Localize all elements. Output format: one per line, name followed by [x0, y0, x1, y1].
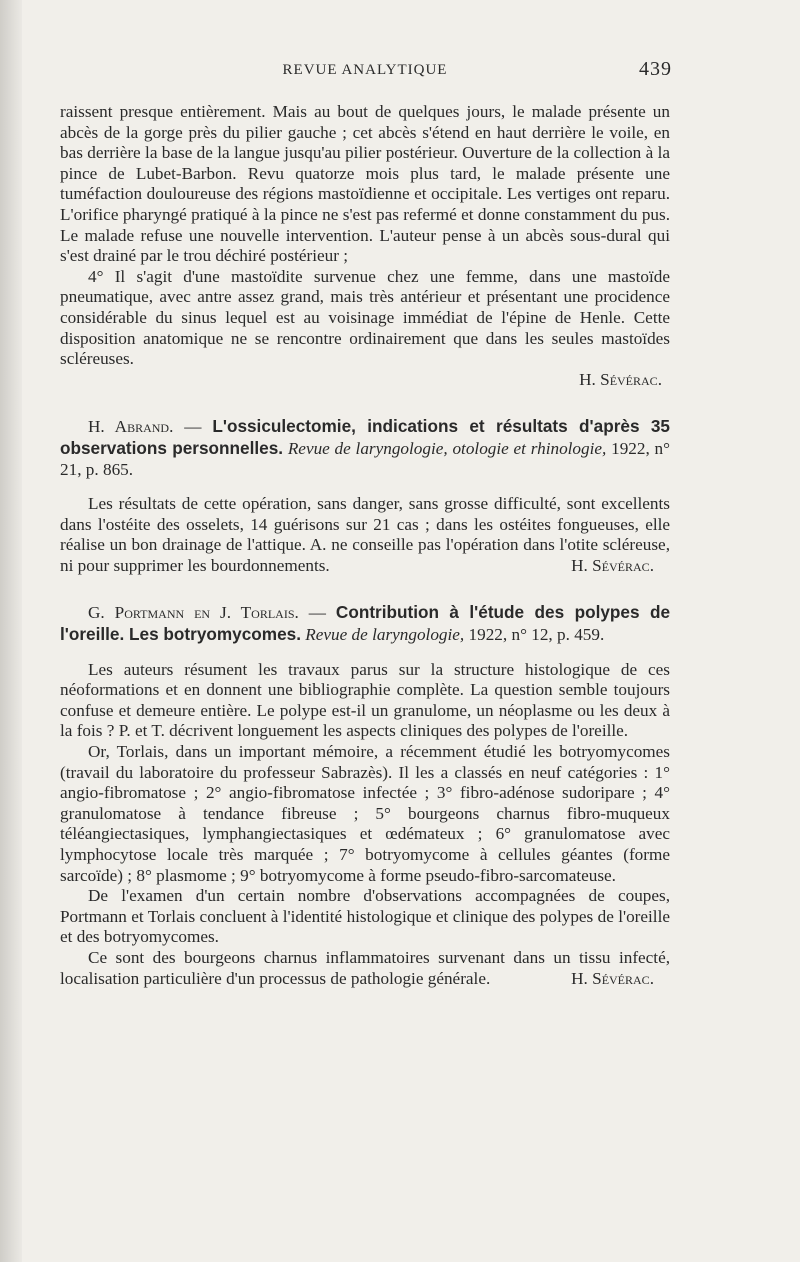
article-body: [60, 494, 670, 576]
article-heading: [60, 602, 670, 645]
previous-review-continuation: [60, 102, 670, 390]
article-title: Contribution à l'étude des polypes de l'oreille. Les botryomycomes.: [60, 602, 671, 645]
continuation-paragraph: raissent presque entièrement. Mais au bout de quelques jours, le malade présente un abcès de la gorge près du pilier gauche ; cet abcès s'étend en haut derrière le voile, en bas derrière la base de la langue jusqu'au pilier postérieur. Ouverture de la collection à la pince de Lubet-Barbon. Revu quatorze mois plus tard, le malade présente une tuméfaction douloureuse des régions mastoïdienne et occipitale. Les vertiges ont reparu. L'orifice pharyngé pratiqué à la pince ne s'est pas refermé et donne constamment du pus. Le malade refuse une nouvelle intervention. L'auteur pense à un abcès sous-dural qui s'est drainé par le trou déchiré postérieur ;: [60, 102, 670, 266]
article-title: L'ossiculectomie, indications et résultats d'après 35 observations personnelles.: [60, 416, 670, 458]
journal-reference: 1922, n° 12, p. 459.: [464, 625, 605, 645]
signature: H. Sévérac.: [571, 555, 654, 575]
signature: H. Sévérac.: [571, 968, 654, 988]
journal-reference: 1922, n° 21, p. 865.: [60, 438, 671, 479]
page-number: 439: [639, 58, 672, 80]
journal-name: Revue de laryngologie,: [305, 625, 465, 645]
review-paragraph: Les résultats de cette opération, sans danger, sans grosse difficulté, sont excellents dans l'ostéite des osselets, 14 guérisons sur 21 cas ; dans les ostéites fongueuses, elle réalise un bon drainage de l'attique. A. ne conseille pas l'opération dans l'otite scléreuse, ni pour supprimer les bourdonnements. H. Sévérac.: [60, 494, 670, 575]
scan-margin: [0, 0, 22, 1262]
review-paragraph: Ce sont des bourgeons charnus inflammatoires survenant dans un tissu infecté, localisation particulière d'un processus de pathologie générale. H. Sévérac.: [60, 947, 670, 988]
signature: H. Sévérac.: [579, 369, 662, 389]
review-paragraph: Les auteurs résument les travaux parus sur la structure histologique de ces néoformations et en donnent une bibliographie complète. La question semble toujours confuse et demeure entière. Le polype est-il un granulome, un néoplasme ou les deux à la fois ? P. et T. décrivent longuement les aspects cliniques des polypes de l'oreille.: [60, 659, 670, 741]
running-title: REVUE ANALYTIQUE: [282, 62, 448, 78]
review-paragraph: De l'examen d'un certain nombre d'observations accompagnées de coupes, Portmann et Torlais concluent à l'identité histologique et clinique des polypes de l'oreille et des botryomycomes.: [60, 886, 670, 947]
article-author: G. Portmann en J. Torlais.: [88, 603, 299, 623]
journal-name: Revue de laryngologie, otologie et rhinologie,: [287, 438, 607, 458]
running-header: [60, 58, 670, 88]
continuation-paragraph: 4° Il s'agit d'une mastoïdite survenue chez une femme, dans une mastoïde pneumatique, avec antre assez grand, mais très antérieur et présentant une procidence considérable du sinus lequel est au voisinage immédiat de l'épine de Henle. Cette disposition anatomique ne se rencontre ordinairement que dans les seules mastoïdes scléreuses.: [60, 266, 670, 369]
heading-dash: —: [298, 603, 336, 623]
article-body: [60, 660, 670, 990]
article-author: H. Abrand.: [88, 417, 174, 437]
page: [60, 58, 670, 989]
heading-dash: —: [173, 417, 213, 437]
review-paragraph: Or, Torlais, dans un important mémoire, a récemment étudié les botryomycomes (travail du laboratoire du professeur Sabrazès). Il les a classés en neuf catégories : 1° angio-fibromatose ; 2° angio-fibromatose infectée ; 3° fibro-adénose sudoripare ; 4° granulomatose à tendance fibreuse ; 5° bourgeons charnus fibro-muqueux téléangiectasiques, lymphangiectasiques et œdémateux ; 6° granulomatose avec lymphocytose locale très marquée ; 7° botryomycome à cellules géantes (forme sarcoïde) ; 8° plasmome ; 9° botryomycome à forme pseudo-fibro-sarcomateuse.: [60, 742, 670, 885]
article-heading: [60, 416, 670, 480]
